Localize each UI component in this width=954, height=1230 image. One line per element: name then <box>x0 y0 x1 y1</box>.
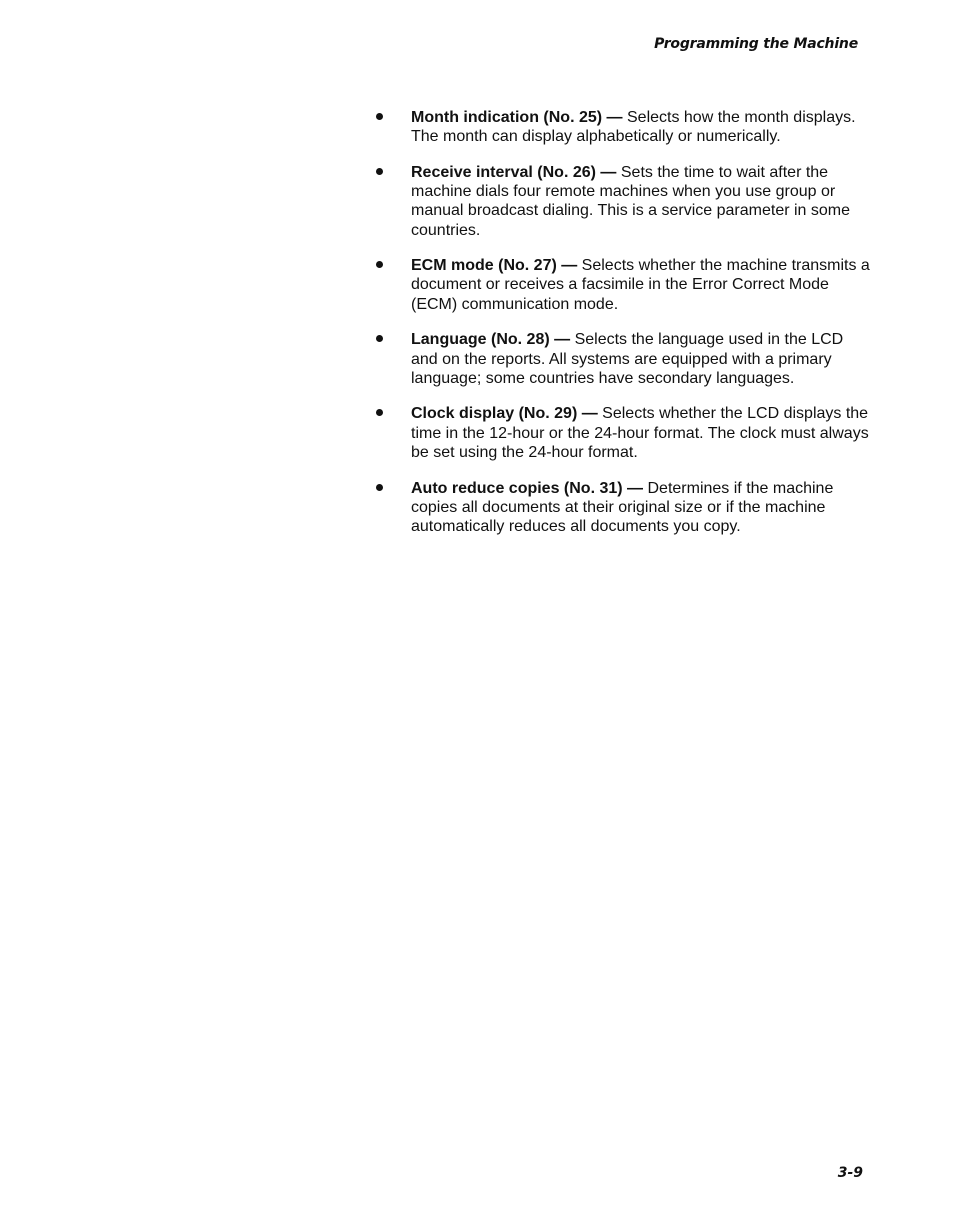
item-description: Selects whether the machine transmits a document or receives a facsimile in the Error Correct Mode (ECM) communication mode. <box>411 257 870 313</box>
item-term: Month indication (No. 25) — <box>411 109 623 126</box>
bullet-icon <box>376 409 383 416</box>
list-item-clock-display <box>372 404 872 462</box>
item-term: Language (No. 28) — <box>411 331 571 349</box>
bullet-icon <box>376 261 383 268</box>
item-description: Selects whether the LCD displays the time in the 12-hour or the 24-hour format. The clock must always be set using the 24-hour format. <box>411 405 869 461</box>
list-item-receive-interval <box>372 163 872 240</box>
list-item-month-indication <box>372 108 872 146</box>
item-description: Determines if the machine copies all documents at their original size or if the machine automatically reduces all documents you copy. <box>411 479 834 535</box>
item-description: Selects the language used in the LCD and on the reports. All systems are equipped with a primary language; some countries have secondary languages. <box>411 331 844 387</box>
list-item-language <box>372 330 872 388</box>
item-description: Sets the time to wait after the machine dials four remote machines when you use group or manual broadcast dialing. This is a service parameter in some countries. <box>411 163 851 239</box>
item-term: ECM mode (No. 27) — <box>411 257 578 275</box>
bullet-icon <box>376 484 383 491</box>
list-item-ecm-mode <box>372 256 872 314</box>
item-description: Selects how the month displays. The month can display alphabetically or numerically. <box>411 109 856 146</box>
bullet-icon <box>376 113 383 120</box>
page-number: 3-9 <box>837 1165 863 1181</box>
item-term: Auto reduce copies (No. 31) — <box>411 479 644 497</box>
running-header: Programming the Machine <box>654 36 858 52</box>
parameter-list <box>372 108 872 536</box>
item-term: Receive interval (No. 26) — <box>411 163 617 181</box>
bullet-icon <box>376 168 383 175</box>
list-item-auto-reduce-copies <box>372 479 872 537</box>
bullet-icon <box>376 335 383 342</box>
item-term: Clock display (No. 29) — <box>411 405 598 423</box>
